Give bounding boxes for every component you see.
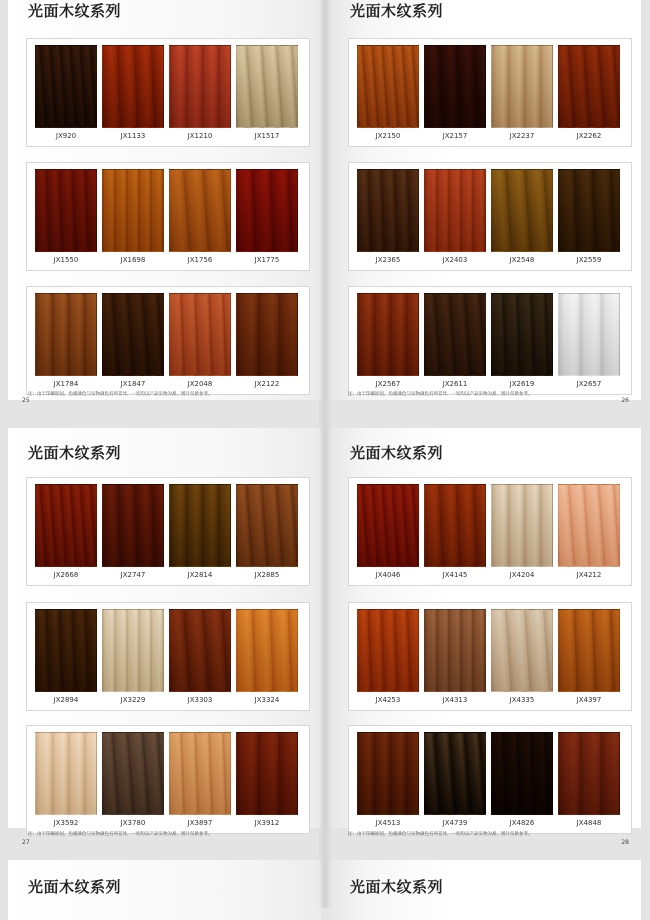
- wood-grain-sample: [102, 45, 164, 128]
- catalog-page-25: [8, 0, 321, 404]
- page-footnote: 注：由于印刷原因，色板颜色与实物颜色有所差异，一切均以产品实物为准，图片仅供参考。: [348, 832, 533, 837]
- page-title: 光面木纹系列: [28, 444, 122, 462]
- wood-swatch[interactable]: [102, 484, 164, 579]
- swatch-code: JX2048: [187, 380, 213, 388]
- wood-grain-sample: [236, 484, 298, 567]
- swatch-row: [348, 38, 632, 147]
- wood-swatch[interactable]: [169, 732, 231, 827]
- page-title: 光面木纹系列: [350, 444, 444, 462]
- wood-grain-sample: [357, 45, 419, 128]
- wood-swatch[interactable]: [357, 484, 419, 579]
- catalog-page-28: [328, 428, 641, 846]
- swatch-code: JX2150: [375, 132, 401, 140]
- wood-swatch[interactable]: [35, 169, 97, 264]
- page-number: 25: [22, 397, 30, 404]
- wood-grain-sample: [357, 609, 419, 692]
- swatch-code: JX2619: [509, 380, 535, 388]
- swatch-code: JX3229: [120, 696, 146, 704]
- wood-swatch[interactable]: [558, 169, 620, 264]
- swatch-code: JX2885: [254, 571, 280, 579]
- wood-swatch[interactable]: [558, 293, 620, 388]
- swatch-code: JX2668: [53, 571, 79, 579]
- swatch-code: JX4313: [442, 696, 468, 704]
- swatch-code: JX4046: [375, 571, 401, 579]
- wood-grain-sample: [236, 45, 298, 128]
- swatch-code: JX2814: [187, 571, 213, 579]
- wood-swatch[interactable]: [424, 45, 486, 140]
- wood-swatch[interactable]: [35, 293, 97, 388]
- wood-grain-sample: [424, 169, 486, 252]
- page-title: 光面木纹系列: [28, 2, 122, 20]
- wood-grain-sample: [35, 293, 97, 376]
- wood-grain-sample: [491, 169, 553, 252]
- page-footnote: 注：由于印刷原因，色板颜色与实物颜色有所差异，一切均以产品实物为准，图片仅供参考。: [28, 392, 213, 397]
- page-footnote: 注：由于印刷原因，色板颜色与实物颜色有所差异，一切均以产品实物为准，图片仅供参考。: [348, 392, 533, 397]
- swatch-code: JX4253: [375, 696, 401, 704]
- swatch-code: JX2365: [375, 256, 401, 264]
- page-number: 26: [621, 397, 629, 404]
- catalog-page-27: [8, 428, 321, 846]
- wood-grain-sample: [35, 45, 97, 128]
- wood-grain-sample: [491, 45, 553, 128]
- swatch-code: JX920: [55, 132, 77, 140]
- swatch-row: [26, 286, 310, 395]
- swatch-row: [348, 725, 632, 834]
- swatch-row: [348, 162, 632, 271]
- swatch-code: JX1784: [53, 380, 79, 388]
- swatch-code: JX2122: [254, 380, 280, 388]
- swatch-code: JX2567: [375, 380, 401, 388]
- page-title: 光面木纹系列: [28, 878, 122, 896]
- swatch-code: JX4513: [375, 819, 401, 827]
- swatch-code: JX3897: [187, 819, 213, 827]
- swatch-code: JX2157: [442, 132, 468, 140]
- wood-grain-sample: [169, 293, 231, 376]
- swatch-code: JX2262: [576, 132, 602, 140]
- wood-swatch[interactable]: [102, 732, 164, 827]
- wood-grain-sample: [169, 732, 231, 815]
- wood-grain-sample: [491, 293, 553, 376]
- swatch-code: JX3592: [53, 819, 79, 827]
- wood-grain-sample: [491, 732, 553, 815]
- wood-swatch[interactable]: [424, 293, 486, 388]
- wood-grain-sample: [35, 609, 97, 692]
- catalog-page-26: [328, 0, 641, 404]
- wood-grain-sample: [102, 169, 164, 252]
- swatch-code: JX3324: [254, 696, 280, 704]
- wood-swatch[interactable]: [558, 609, 620, 704]
- swatch-code: JX1550: [53, 256, 79, 264]
- page-title: 光面木纹系列: [350, 2, 444, 20]
- wood-swatch[interactable]: [491, 609, 553, 704]
- swatch-code: JX1756: [187, 256, 213, 264]
- wood-grain-sample: [169, 45, 231, 128]
- wood-grain-sample: [424, 293, 486, 376]
- wood-swatch[interactable]: [491, 484, 553, 579]
- swatch-code: JX2611: [442, 380, 468, 388]
- swatch-code: JX3303: [187, 696, 213, 704]
- wood-swatch[interactable]: [236, 293, 298, 388]
- wood-grain-sample: [357, 732, 419, 815]
- wood-grain-sample: [35, 732, 97, 815]
- wood-swatch[interactable]: [102, 293, 164, 388]
- wood-swatch[interactable]: [424, 609, 486, 704]
- wood-swatch[interactable]: [357, 293, 419, 388]
- page-number: 28: [621, 839, 629, 846]
- swatch-row: [26, 38, 310, 147]
- page-title: 光面木纹系列: [350, 878, 444, 896]
- page-footnote: 注：由于印刷原因，色板颜色与实物颜色有所差异，一切均以产品实物为准，图片仅供参考。: [28, 832, 213, 837]
- swatch-code: JX2747: [120, 571, 146, 579]
- swatch-code: JX4204: [509, 571, 535, 579]
- wood-swatch[interactable]: [169, 45, 231, 140]
- swatch-code: JX2657: [576, 380, 602, 388]
- wood-swatch[interactable]: [236, 484, 298, 579]
- wood-grain-sample: [102, 609, 164, 692]
- wood-grain-sample: [424, 732, 486, 815]
- wood-grain-sample: [491, 609, 553, 692]
- swatch-code: JX1210: [187, 132, 213, 140]
- catalog-page-stub-left: [8, 860, 321, 920]
- wood-grain-sample: [102, 484, 164, 567]
- swatch-code: JX1133: [120, 132, 146, 140]
- swatch-code: JX2559: [576, 256, 602, 264]
- wood-grain-sample: [357, 169, 419, 252]
- swatch-code: JX4848: [576, 819, 602, 827]
- wood-swatch[interactable]: [35, 732, 97, 827]
- swatch-row: [26, 477, 310, 586]
- wood-swatch[interactable]: [35, 609, 97, 704]
- wood-grain-sample: [558, 609, 620, 692]
- swatch-code: JX4397: [576, 696, 602, 704]
- swatch-row: [26, 725, 310, 834]
- swatch-code: JX2894: [53, 696, 79, 704]
- swatch-row: [348, 602, 632, 711]
- wood-grain-sample: [357, 293, 419, 376]
- wood-grain-sample: [236, 732, 298, 815]
- wood-swatch[interactable]: [357, 169, 419, 264]
- wood-grain-sample: [102, 732, 164, 815]
- wood-swatch[interactable]: [357, 732, 419, 827]
- wood-swatch[interactable]: [558, 732, 620, 827]
- swatch-code: JX1517: [254, 132, 280, 140]
- wood-grain-sample: [558, 45, 620, 128]
- wood-swatch[interactable]: [491, 45, 553, 140]
- page-number: 27: [22, 839, 30, 846]
- wood-swatch[interactable]: [491, 732, 553, 827]
- wood-grain-sample: [424, 609, 486, 692]
- swatch-code: JX4826: [509, 819, 535, 827]
- wood-grain-sample: [558, 732, 620, 815]
- wood-swatch[interactable]: [491, 169, 553, 264]
- wood-swatch[interactable]: [35, 45, 97, 140]
- wood-swatch[interactable]: [35, 484, 97, 579]
- wood-swatch[interactable]: [236, 609, 298, 704]
- wood-swatch[interactable]: [424, 169, 486, 264]
- wood-grain-sample: [169, 484, 231, 567]
- wood-grain-sample: [424, 484, 486, 567]
- swatch-code: JX2548: [509, 256, 535, 264]
- wood-grain-sample: [236, 169, 298, 252]
- swatch-code: JX1775: [254, 256, 280, 264]
- wood-swatch[interactable]: [491, 293, 553, 388]
- wood-swatch[interactable]: [357, 45, 419, 140]
- wood-grain-sample: [424, 45, 486, 128]
- wood-grain-sample: [236, 609, 298, 692]
- swatch-code: JX4212: [576, 571, 602, 579]
- wood-swatch[interactable]: [102, 609, 164, 704]
- swatch-code: JX2403: [442, 256, 468, 264]
- swatch-code: JX4335: [509, 696, 535, 704]
- wood-grain-sample: [558, 484, 620, 567]
- wood-swatch[interactable]: [169, 609, 231, 704]
- wood-grain-sample: [236, 293, 298, 376]
- wood-swatch[interactable]: [357, 609, 419, 704]
- wood-swatch[interactable]: [169, 484, 231, 579]
- wood-grain-sample: [169, 169, 231, 252]
- wood-swatch[interactable]: [236, 45, 298, 140]
- swatch-code: JX3780: [120, 819, 146, 827]
- swatch-row: [26, 602, 310, 711]
- wood-swatch[interactable]: [236, 169, 298, 264]
- wood-swatch[interactable]: [102, 45, 164, 140]
- wood-grain-sample: [558, 293, 620, 376]
- wood-grain-sample: [491, 484, 553, 567]
- swatch-code: JX4145: [442, 571, 468, 579]
- wood-swatch[interactable]: [424, 484, 486, 579]
- wood-swatch[interactable]: [102, 169, 164, 264]
- wood-swatch[interactable]: [169, 169, 231, 264]
- swatch-code: JX1698: [120, 256, 146, 264]
- wood-grain-sample: [35, 169, 97, 252]
- swatch-code: JX1847: [120, 380, 146, 388]
- wood-grain-sample: [357, 484, 419, 567]
- swatch-row: [348, 477, 632, 586]
- wood-grain-sample: [558, 169, 620, 252]
- wood-swatch[interactable]: [169, 293, 231, 388]
- wood-grain-sample: [102, 293, 164, 376]
- swatch-code: JX4739: [442, 819, 468, 827]
- wood-grain-sample: [35, 484, 97, 567]
- swatch-row: [348, 286, 632, 395]
- wood-swatch[interactable]: [236, 732, 298, 827]
- wood-swatch[interactable]: [424, 732, 486, 827]
- book-spine-shadow: [318, 0, 332, 908]
- catalog-page-stub-right: [328, 860, 641, 920]
- swatch-code: JX3912: [254, 819, 280, 827]
- wood-grain-sample: [169, 609, 231, 692]
- swatch-row: [26, 162, 310, 271]
- swatch-code: JX2237: [509, 132, 535, 140]
- wood-swatch[interactable]: [558, 484, 620, 579]
- wood-swatch[interactable]: [558, 45, 620, 140]
